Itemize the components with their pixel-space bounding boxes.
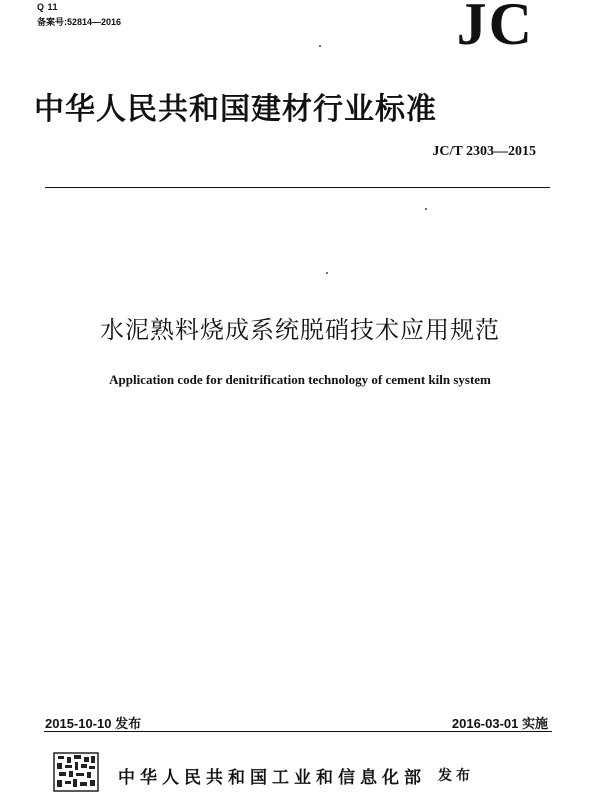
scan-speck [319,45,321,47]
scan-speck [326,272,328,274]
issuing-body: 中华人民共和国工业和信息化部 [118,768,426,788]
classification-code: Q 11 [37,2,59,12]
bottom-divider [44,731,552,732]
jc-logo: JC [456,0,534,57]
title-chinese: 水泥熟料烧成系统脱硝技术应用规范 [100,316,500,344]
implementation-date: 2016-03-01 实施 [451,716,548,731]
issue-word: 发布 [438,768,474,784]
top-divider [45,187,550,188]
scan-speck [425,208,427,210]
title-english: Application code for denitrification technology of cement kiln system [109,372,491,387]
ministry-seal-icon [53,752,99,792]
issue-date: 2015-10-10 发布 [45,716,142,731]
standard-number: JC/T 2303—2015 [432,144,536,159]
record-number: 备案号:52814—2016 [37,17,122,27]
issuer-heading: 中华人民共和国建材行业标准 [34,92,437,127]
